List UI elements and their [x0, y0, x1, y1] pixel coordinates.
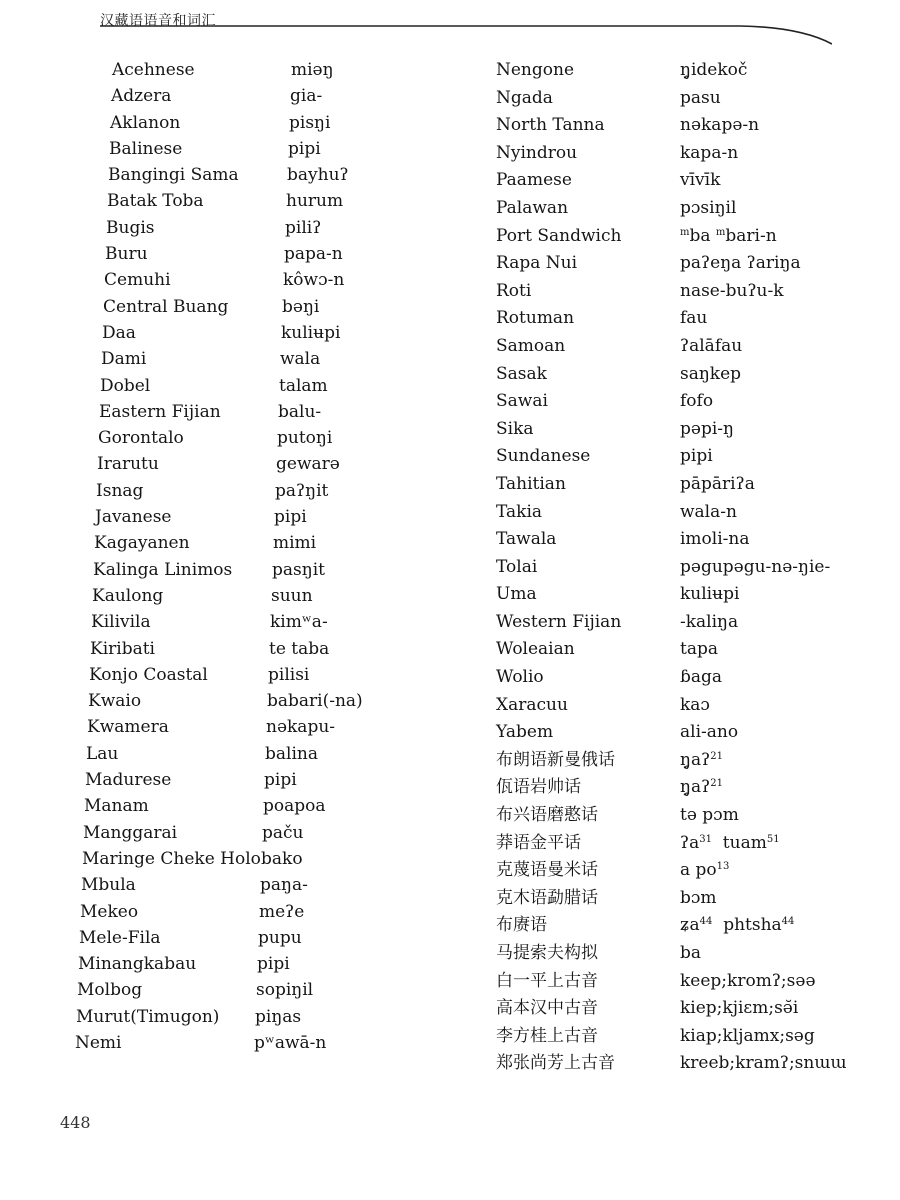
table-cell: bako	[261, 848, 303, 869]
table-cell: tapa	[680, 639, 718, 660]
table-cell: ali-ano	[680, 722, 739, 743]
table-cell: bɔm	[680, 887, 717, 908]
superscript: 21	[710, 750, 723, 762]
table-cell: Gorontalo	[98, 428, 184, 449]
table-cell: Tolai	[496, 556, 538, 577]
table-cell: pasu	[680, 87, 721, 108]
table-cell: Manggarai	[83, 822, 178, 843]
table-cell: -kaliŋa	[680, 611, 739, 632]
table-cell: gia-	[290, 86, 323, 107]
table-cell: Rapa Nui	[496, 253, 578, 274]
table-cell: Port Sandwich	[496, 225, 622, 246]
table-cell: ɓaga	[680, 667, 723, 688]
table-cell: pəgupəgu-nə-ŋie-	[680, 556, 831, 577]
table-cell: Molbog	[77, 980, 143, 1001]
table-cell: Acehnese	[112, 60, 195, 80]
table-cell: kuliʉpi	[281, 322, 341, 343]
table-cell: 布赓语	[496, 915, 547, 936]
superscript: 44	[781, 916, 795, 928]
table-cell: 郑张尚芳上古音	[496, 1053, 615, 1074]
right-language-column	[496, 57, 621, 1078]
table-cell: kaɔ	[680, 694, 710, 715]
table-cell: Palawan	[496, 197, 569, 218]
table-cell: ba	[680, 943, 702, 963]
table-cell: pʷawā-n	[254, 1032, 327, 1053]
running-title: 汉藏语语音和词汇	[100, 13, 216, 29]
table-cell: Manam	[84, 796, 149, 817]
table-cell: Kagayanen	[94, 533, 190, 554]
table-cell: te taba	[269, 638, 330, 659]
form-text: ba	[689, 225, 716, 246]
table-cell: Kilivila	[91, 612, 151, 633]
table-cell: Sundanese	[496, 446, 591, 467]
form-text: ŋ̥aʔ	[680, 749, 711, 770]
table-cell: pipi	[264, 770, 297, 791]
table-cell: 克蔑语曼米话	[496, 860, 598, 881]
table-cell: paʔeŋa ʔariŋa	[680, 253, 801, 274]
table-cell: Mele-Fila	[79, 927, 161, 948]
form-text: ʔa	[680, 832, 700, 853]
left-form-column	[254, 57, 387, 1056]
table-cell: Nyindrou	[496, 142, 578, 163]
table-cell: poapoa	[263, 796, 326, 817]
table-cell: bayhuʔ	[287, 165, 349, 186]
table-cell: Kwamera	[87, 717, 169, 738]
table-cell: Yabem	[496, 722, 554, 743]
table-cell: talam	[279, 375, 328, 396]
table-cell: North Tanna	[496, 115, 605, 136]
table-cell: kreeb;kramʔ;snɯɯ	[680, 1053, 847, 1074]
table-cell: Woleaian	[496, 639, 575, 660]
right-form-column	[680, 57, 847, 1078]
table-cell: kiap;kljamx;səg	[680, 1025, 815, 1046]
table-cell: Cemuhi	[104, 270, 171, 291]
table-cell: Dami	[101, 349, 147, 370]
table-cell: 布朗语新曼俄话	[496, 749, 615, 770]
table-cell: mimi	[273, 533, 317, 554]
table-cell: nəkapu-	[266, 717, 336, 738]
table-cell: Uma	[496, 584, 537, 605]
table-cell: papa-n	[284, 244, 343, 265]
table-cell: imoli-na	[680, 529, 750, 550]
superscript: 51	[766, 833, 780, 845]
table-cell: Mbula	[81, 875, 136, 896]
table-cell: Tahitian	[496, 473, 566, 494]
table-cell: Javanese	[95, 507, 172, 528]
table-cell: Daa	[102, 322, 136, 343]
table-cell: Sawai	[496, 391, 548, 412]
table-cell: keep;kromʔ;səə	[680, 970, 816, 991]
table-cell: pipi	[274, 507, 307, 528]
table-cell	[680, 747, 847, 775]
table-cell: hurum	[286, 191, 344, 212]
table-cell: Isnag	[96, 480, 144, 501]
superscript: m	[680, 226, 690, 238]
table-cell: Dobel	[100, 375, 151, 396]
table-cell: Nemi	[75, 1032, 122, 1053]
superscript: 21	[710, 778, 723, 790]
superscript: 31	[699, 833, 712, 845]
table-cell: wala	[280, 349, 321, 370]
table-cell: piliʔ	[285, 217, 322, 238]
table-cell: kiep;kjiɛm;sǝ̆i	[680, 998, 799, 1019]
table-cell: Sika	[496, 418, 534, 439]
table-cell: Sasak	[496, 363, 547, 384]
table-cell: paʔŋit	[275, 480, 329, 501]
table-cell: Konjo Coastal	[89, 664, 208, 685]
table-cell: Adzera	[111, 86, 172, 107]
table-cell: pasŋit	[272, 559, 325, 580]
table-cell: gewarə	[276, 454, 340, 475]
table-cell: paŋa-	[260, 875, 308, 896]
table-cell: ŋ̥idekoč	[680, 60, 748, 80]
table-cell: Western Fijian	[496, 611, 622, 632]
table-cell: fau	[680, 308, 708, 329]
table-cell: Takia	[496, 501, 543, 522]
table-cell: ʔalāfau	[680, 335, 743, 356]
table-cell	[680, 830, 847, 858]
table-cell: Madurese	[85, 770, 172, 791]
table-cell: paču	[262, 822, 304, 843]
superscript: m	[715, 226, 726, 238]
table-cell: babari(-na)	[267, 691, 363, 712]
table-cell	[680, 857, 847, 885]
table-cell: 高本汉中古音	[496, 998, 598, 1019]
form-text: phtsha	[712, 915, 782, 936]
table-cell: 白一平上古音	[496, 970, 598, 991]
table-cell: 莽语金平话	[496, 832, 581, 853]
header-rule	[100, 24, 832, 48]
table-cell: Wolio	[496, 667, 544, 688]
table-cell: Mekeo	[80, 901, 139, 922]
table-cell: suun	[271, 585, 313, 606]
table-cell: Aklanon	[110, 112, 181, 133]
form-text: ŋ̥aʔ	[680, 777, 711, 798]
table-cell: Ngada	[496, 87, 553, 108]
table-cell: sopiŋil	[256, 980, 314, 1001]
table-cell: 李方桂上古音	[496, 1025, 598, 1046]
table-cell: 佤语岩帅话	[496, 777, 581, 798]
table-cell: Eastern Fijian	[99, 401, 221, 422]
table-cell: pilisi	[268, 664, 310, 685]
table-cell: Xaracuu	[496, 694, 568, 715]
form-text: bari-n	[725, 225, 777, 246]
table-cell: miəŋ	[291, 60, 334, 80]
table-cell: Murut(Timugon)	[76, 1006, 220, 1027]
table-cell: Roti	[496, 280, 532, 301]
table-cell: pupu	[258, 927, 302, 948]
form-text: ʑa	[680, 915, 700, 936]
table-cell: pipi	[288, 138, 321, 159]
table-cell: pāpāriʔa	[680, 473, 755, 494]
table-cell: Tawala	[496, 529, 557, 550]
table-cell: kapa-n	[680, 142, 739, 163]
table-cell: Maringe Cheke Holo	[82, 848, 261, 869]
table-cell: Bangingi Sama	[108, 165, 239, 186]
table-cell: fofo	[680, 391, 714, 412]
table-cell: balina	[265, 743, 318, 764]
table-cell: piŋas	[255, 1006, 302, 1027]
table-cell: vīvīk	[680, 170, 721, 191]
table-cell: putoŋi	[277, 428, 333, 449]
table-cell: Balinese	[109, 138, 183, 159]
table-cell: pipi	[680, 446, 713, 467]
table-cell: pɔsiŋil	[680, 197, 737, 218]
table-cell: meʔe	[259, 901, 305, 922]
table-cell: Rotuman	[496, 308, 575, 329]
table-cell: Kalinga Linimos	[93, 559, 233, 580]
table-cell: Kiribati	[90, 638, 155, 659]
table-cell: pisŋi	[289, 112, 331, 133]
table-cell: Buru	[105, 244, 148, 265]
table-cell: Nengone	[496, 60, 575, 80]
table-cell: balu-	[278, 401, 322, 422]
table-cell: kuliʉpi	[680, 584, 740, 605]
table-cell	[680, 774, 847, 802]
table-cell: 布兴语磨憨话	[496, 805, 598, 826]
table-cell: 克木语勐腊话	[496, 887, 598, 908]
form-text: tuam	[711, 832, 767, 853]
table-cell: Central Buang	[103, 296, 229, 317]
table-cell: Samoan	[496, 335, 566, 356]
form-text: a po	[680, 860, 717, 881]
table-cell: Irarutu	[97, 454, 159, 475]
table-cell: Paamese	[496, 170, 572, 191]
table-cell: nəkapə-n	[680, 115, 760, 136]
table-cell	[680, 912, 847, 940]
table-cell: Lau	[86, 743, 119, 764]
table-cell: bəŋi	[282, 296, 320, 317]
table-cell: Kaulong	[92, 585, 164, 606]
table-cell: 马提索夫构拟	[496, 943, 598, 963]
table-cell: pipi	[257, 954, 290, 975]
table-cell: pəpi-ŋ	[680, 418, 734, 439]
table-cell: nase-buʔu-k	[680, 280, 784, 301]
table-cell: kimʷa-	[270, 612, 328, 633]
table-cell: Batak Toba	[107, 191, 204, 212]
table-cell	[680, 223, 847, 251]
table-cell: Bugis	[106, 217, 155, 238]
table-cell: wala-n	[680, 501, 737, 522]
table-cell: kôwɔ-n	[283, 270, 345, 291]
page-number: 448	[60, 1113, 91, 1132]
table-cell: Minangkabau	[78, 954, 197, 975]
table-cell: saŋkep	[680, 363, 742, 384]
table-cell: Kwaio	[88, 691, 142, 712]
superscript: 44	[699, 916, 713, 928]
table-cell: tə pɔm	[680, 805, 739, 826]
superscript: 13	[716, 861, 730, 873]
